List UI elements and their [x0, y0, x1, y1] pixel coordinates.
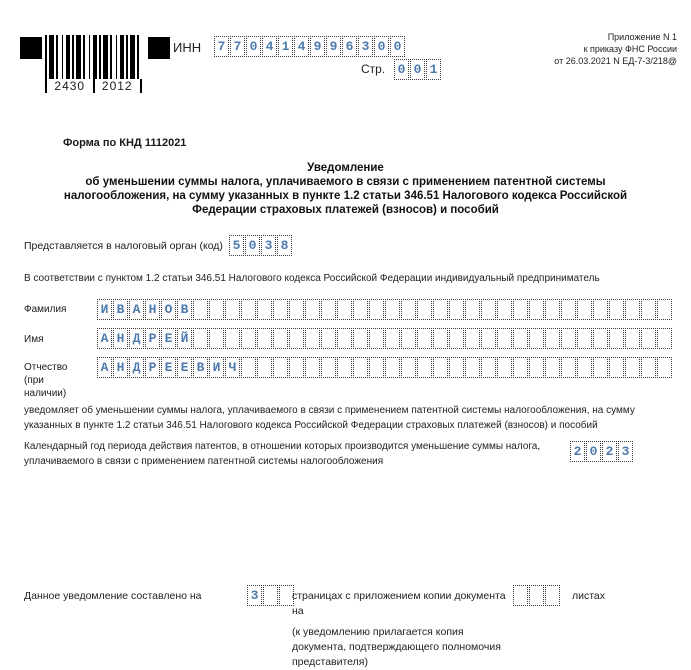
char-cell[interactable]: 0 [245, 235, 260, 256]
char-cell[interactable]: Е [161, 357, 176, 378]
char-cell[interactable] [305, 299, 320, 320]
char-cell[interactable] [273, 328, 288, 349]
char-cell[interactable]: Н [113, 328, 128, 349]
appendix-line: к приказу ФНС России [583, 44, 677, 54]
char-cell[interactable] [401, 328, 416, 349]
char-cell[interactable] [481, 299, 496, 320]
char-cell[interactable] [433, 357, 448, 378]
char-cell[interactable]: 2 [602, 441, 617, 462]
char-cell[interactable] [433, 328, 448, 349]
char-cell[interactable] [257, 357, 272, 378]
char-cell[interactable] [193, 299, 208, 320]
char-cell[interactable] [465, 299, 480, 320]
tax-authority-code-field[interactable] [229, 235, 292, 256]
char-cell[interactable]: И [209, 357, 224, 378]
char-cell[interactable] [449, 357, 464, 378]
char-cell[interactable]: А [97, 357, 112, 378]
char-cell[interactable] [593, 357, 608, 378]
char-cell[interactable]: Н [113, 357, 128, 378]
attachment-note-line: (к уведомлению прилагается копия [292, 626, 464, 638]
char-cell[interactable] [353, 328, 368, 349]
calendar-year-field[interactable] [570, 441, 633, 462]
char-cell[interactable]: 0 [390, 36, 405, 57]
sheets-count-field[interactable] [513, 585, 560, 606]
char-cell[interactable] [513, 328, 528, 349]
char-cell[interactable]: 3 [261, 235, 276, 256]
char-cell[interactable] [625, 357, 640, 378]
char-cell[interactable]: 7 [230, 36, 245, 57]
appendix-reference [477, 31, 677, 67]
char-cell[interactable] [465, 357, 480, 378]
char-cell[interactable] [289, 299, 304, 320]
char-cell[interactable] [593, 299, 608, 320]
char-cell[interactable]: 4 [294, 36, 309, 57]
char-cell[interactable] [657, 328, 672, 349]
char-cell[interactable]: А [97, 328, 112, 349]
char-cell[interactable]: Д [129, 328, 144, 349]
char-cell[interactable] [577, 299, 592, 320]
page-number-label: Стр. [361, 62, 386, 76]
first-name-label: Имя [24, 334, 44, 345]
char-cell[interactable] [209, 328, 224, 349]
char-cell[interactable] [529, 585, 544, 606]
inn-field[interactable] [214, 36, 405, 57]
char-cell[interactable] [353, 357, 368, 378]
barcode-number-left: 2430 [54, 79, 86, 93]
char-cell[interactable] [529, 299, 544, 320]
char-cell[interactable] [257, 299, 272, 320]
char-cell[interactable]: Й [177, 328, 192, 349]
char-cell[interactable] [577, 328, 592, 349]
middle-name-field[interactable] [97, 357, 672, 378]
barcode-guard-bar [140, 79, 142, 93]
char-cell[interactable] [337, 299, 352, 320]
first-name-field[interactable] [97, 328, 672, 349]
middle-name-label: Отчество (при наличии) [24, 362, 68, 399]
pages-count-field[interactable] [247, 585, 294, 606]
char-cell[interactable] [273, 299, 288, 320]
char-cell[interactable]: 7 [214, 36, 229, 57]
char-cell[interactable] [417, 299, 432, 320]
char-cell[interactable]: 8 [277, 235, 292, 256]
title-line: налогообложения, на сумму указанных в пункте 1.2 статьи 346.51 Налогового кодекса Российской [63, 190, 628, 202]
char-cell[interactable]: 0 [410, 59, 425, 80]
char-cell[interactable]: 6 [342, 36, 357, 57]
char-cell[interactable] [657, 357, 672, 378]
char-cell[interactable]: 3 [247, 585, 262, 606]
char-cell[interactable] [401, 357, 416, 378]
char-cell[interactable] [305, 328, 320, 349]
char-cell[interactable] [369, 328, 384, 349]
char-cell[interactable]: 1 [278, 36, 293, 57]
char-cell[interactable] [497, 357, 512, 378]
char-cell[interactable] [241, 357, 256, 378]
char-cell[interactable] [641, 357, 656, 378]
char-cell[interactable] [561, 299, 576, 320]
char-cell[interactable] [369, 299, 384, 320]
barcode-number-right: 2012 [101, 79, 133, 93]
char-cell[interactable] [193, 328, 208, 349]
char-cell[interactable] [449, 299, 464, 320]
char-cell[interactable]: Р [145, 357, 160, 378]
title-line: Федерации страховых платежей (взносов) и пособий [192, 204, 499, 216]
notification-text: уведомляет об уменьшении суммы налога, уплачиваемого в связи с применением патентной системы налогообложения, на сумму указанных в пункте 1.2 статьи 346.51 Налогового кодекса Российской Федерации страховых платежей (взносов) и пособий [24, 405, 635, 431]
char-cell[interactable] [545, 585, 560, 606]
char-cell[interactable]: 3 [618, 441, 633, 462]
tax-authority-label: Представляется в налоговый орган (код) [24, 240, 223, 252]
char-cell[interactable] [209, 299, 224, 320]
char-cell[interactable] [577, 357, 592, 378]
char-cell[interactable]: Д [129, 357, 144, 378]
char-cell[interactable] [481, 328, 496, 349]
char-cell[interactable]: 0 [586, 441, 601, 462]
char-cell[interactable]: Е [177, 357, 192, 378]
char-cell[interactable] [241, 328, 256, 349]
last-name-label: Фамилия [24, 304, 67, 315]
pages-suffix-line: страницах с приложением копии документа [292, 590, 506, 602]
char-cell[interactable] [513, 299, 528, 320]
appendix-line: от 26.03.2021 N ЕД-7-3/218@ [554, 56, 677, 66]
intro-text: В соответствии с пунктом 1.2 статьи 346.51 Налогового кодекса Российской Федерации индивидуальный предприниматель [24, 273, 600, 284]
char-cell[interactable]: А [129, 299, 144, 320]
calendar-year-label: Календарный год периода действия патентов, в отношении которых производится уменьшение суммы налога, уплачиваемого в связи с применением патентной системы налогообложения [24, 441, 541, 467]
char-cell[interactable]: 1 [426, 59, 441, 80]
pages-suffix [292, 589, 547, 619]
barcode-bars [45, 35, 142, 79]
char-cell[interactable] [545, 299, 560, 320]
char-cell[interactable] [263, 585, 278, 606]
char-cell[interactable] [481, 357, 496, 378]
char-cell[interactable] [401, 299, 416, 320]
char-cell[interactable] [497, 299, 512, 320]
appendix-line: Приложение N 1 [607, 32, 677, 42]
char-cell[interactable]: И [97, 299, 112, 320]
char-cell[interactable] [321, 328, 336, 349]
char-cell[interactable] [449, 328, 464, 349]
char-cell[interactable] [337, 328, 352, 349]
document-title [30, 161, 661, 217]
char-cell[interactable] [545, 357, 560, 378]
char-cell[interactable] [561, 328, 576, 349]
char-cell[interactable]: В [113, 299, 128, 320]
char-cell[interactable] [369, 357, 384, 378]
char-cell[interactable]: 5 [229, 235, 244, 256]
registration-square-right [148, 37, 170, 59]
char-cell[interactable] [625, 299, 640, 320]
char-cell[interactable] [657, 299, 672, 320]
registration-square-left [20, 37, 42, 59]
char-cell[interactable] [465, 328, 480, 349]
char-cell[interactable] [385, 299, 400, 320]
char-cell[interactable]: 2 [570, 441, 585, 462]
char-cell[interactable]: В [193, 357, 208, 378]
char-cell[interactable] [529, 357, 544, 378]
pages-suffix-line: на [292, 605, 304, 617]
char-cell[interactable] [417, 328, 432, 349]
barcode [45, 35, 142, 93]
title-line: об уменьшении суммы налога, уплачиваемого в связи с применением патентной системы [85, 176, 606, 188]
char-cell[interactable]: Н [145, 299, 160, 320]
char-cell[interactable] [385, 328, 400, 349]
char-cell[interactable] [305, 357, 320, 378]
char-cell[interactable] [321, 299, 336, 320]
char-cell[interactable] [321, 357, 336, 378]
char-cell[interactable] [609, 357, 624, 378]
title-line: Уведомление [307, 162, 384, 174]
barcode-numbers [45, 79, 142, 93]
char-cell[interactable] [497, 328, 512, 349]
char-cell[interactable] [513, 357, 528, 378]
attachment-note-line: представителя) [292, 656, 368, 668]
char-cell[interactable]: 4 [262, 36, 277, 57]
char-cell[interactable] [609, 299, 624, 320]
char-cell[interactable]: 0 [394, 59, 409, 80]
char-cell[interactable] [641, 328, 656, 349]
char-cell[interactable] [433, 299, 448, 320]
char-cell[interactable] [593, 328, 608, 349]
char-cell[interactable] [257, 328, 272, 349]
attachment-note-line: документа, подтверждающего полномочия [292, 641, 501, 653]
char-cell[interactable] [561, 357, 576, 378]
char-cell[interactable]: Ч [225, 357, 240, 378]
char-cell[interactable] [385, 357, 400, 378]
page-number-field[interactable] [394, 59, 441, 80]
form-code-label: Форма по КНД 1112021 [63, 137, 187, 149]
sheets-label: листах [572, 590, 606, 602]
char-cell[interactable] [625, 328, 640, 349]
char-cell[interactable] [273, 357, 288, 378]
char-cell[interactable]: О [161, 299, 176, 320]
composed-on-label: Данное уведомление составлено на [24, 590, 202, 602]
char-cell[interactable] [609, 328, 624, 349]
char-cell[interactable]: В [177, 299, 192, 320]
char-cell[interactable] [353, 299, 368, 320]
char-cell[interactable]: 0 [246, 36, 261, 57]
char-cell[interactable] [289, 328, 304, 349]
char-cell[interactable]: 9 [326, 36, 341, 57]
char-cell[interactable] [225, 328, 240, 349]
char-cell[interactable] [417, 357, 432, 378]
char-cell[interactable] [289, 357, 304, 378]
inn-label: ИНН [173, 40, 202, 55]
attachment-note [292, 625, 572, 670]
last-name-field[interactable] [97, 299, 672, 320]
char-cell[interactable]: Р [145, 328, 160, 349]
char-cell[interactable]: 9 [310, 36, 325, 57]
char-cell[interactable]: 3 [358, 36, 373, 57]
char-cell[interactable]: Е [161, 328, 176, 349]
char-cell[interactable] [241, 299, 256, 320]
char-cell[interactable]: 0 [374, 36, 389, 57]
char-cell[interactable] [337, 357, 352, 378]
char-cell[interactable] [641, 299, 656, 320]
char-cell[interactable] [513, 585, 528, 606]
char-cell[interactable] [529, 328, 544, 349]
char-cell[interactable] [225, 299, 240, 320]
char-cell[interactable] [545, 328, 560, 349]
